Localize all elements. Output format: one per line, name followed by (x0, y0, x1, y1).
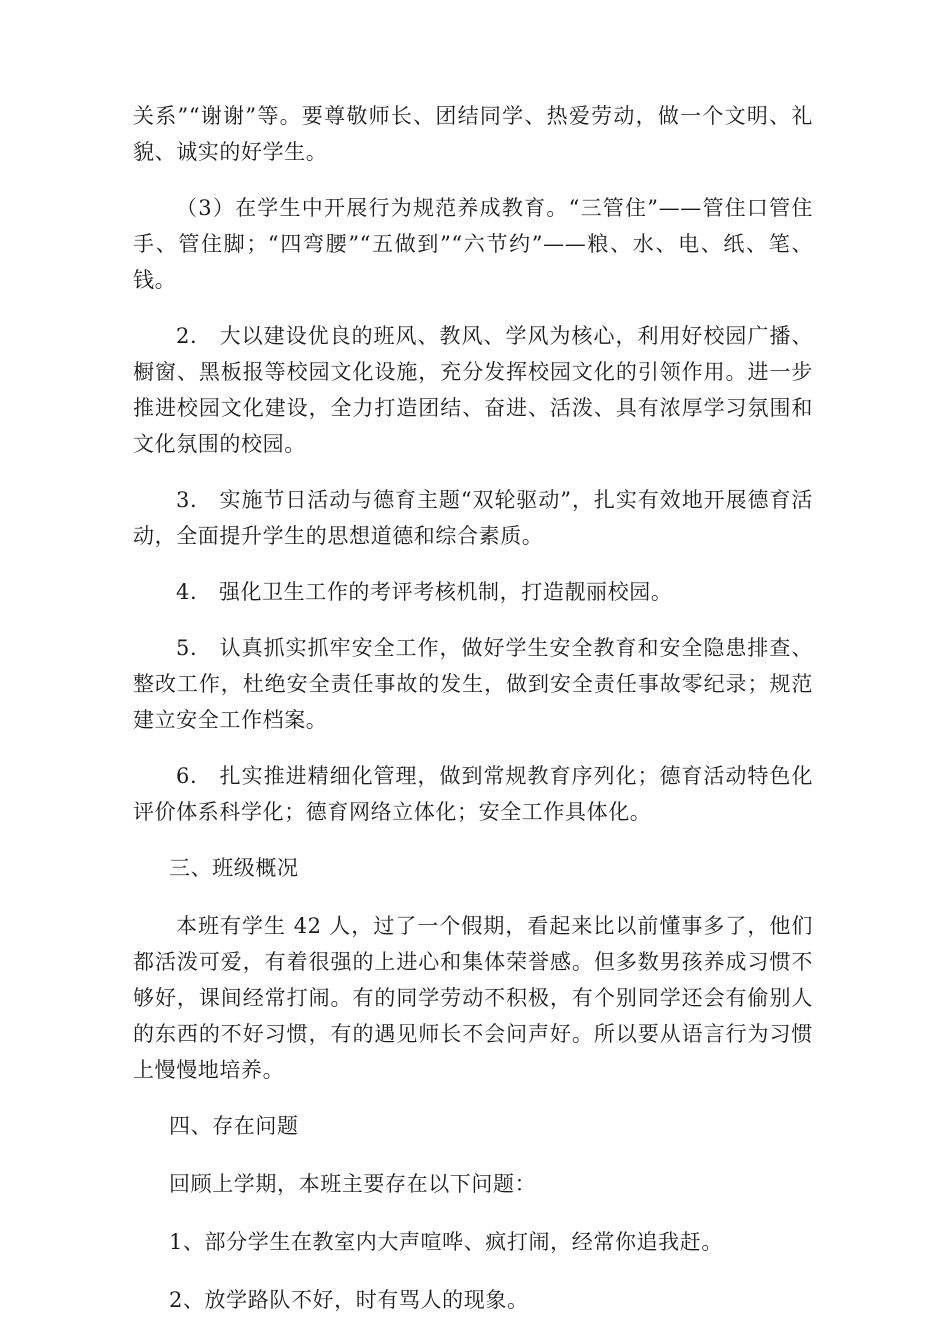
list-item-problem-2: 2、放学路队不好，时有骂人的现象。 (169, 1288, 529, 1312)
paragraph-continuation: 关系”“谢谢”等。要尊敬师长、团结同学、热爱劳动，做一个文明、礼貌、诚实的好学生。 (133, 104, 813, 164)
paragraph-item-4: 4. 强化卫生工作的考评考核机制，打造靓丽校园。 (176, 580, 673, 604)
paragraph-class-overview: 本班有学生 42 人，过了一个假期，看起来比以前懂事多了，他们都活泼可爱，有着很强的上进心和集体荣誉感。但多数男孩养成习惯不够好，课间经常打闹。有的同学劳动不积极，有个别同学还会有偷别人的东西的不好习惯，有的遇见师长不会问声好。所以要从语言行为习惯上慢慢地培养。 (133, 914, 813, 1082)
section-heading-class-overview: 三、班级概况 (169, 856, 299, 880)
paragraph-item-6: 6. 扎实推进精细化管理，做到常规教育序列化；德育活动特色化评价体系科学化；德育网络立体化；安全工作具体化。 (133, 764, 813, 824)
list-item-problem-1: 1、部分学生在教室内大声喧哗、疯打闹，经常你追我赶。 (169, 1230, 723, 1254)
paragraph-review: 回顾上学期，本班主要存在以下问题： (169, 1172, 537, 1196)
paragraph-item-3: 3. 实施节日活动与德育主题“双轮驱动”，扎实有效地开展德育活动，全面提升学生的思想道德和综合素质。 (133, 488, 813, 548)
document-page (133, 98, 813, 1340)
paragraph-item-5: 5. 认真抓实抓牢安全工作，做好学生安全教育和安全隐患排查、整改工作，杜绝安全责任事故的发生，做到安全责任事故零纪录；规范建立安全工作档案。 (133, 636, 813, 732)
section-heading-problems: 四、存在问题 (169, 1114, 299, 1138)
paragraph-item-2: 2. 大以建设优良的班风、教风、学风为核心，利用好校园广播、橱窗、黑板报等校园文化设施，充分发挥校园文化的引领作用。进一步推进校园文化建设，全力打造团结、奋进、活泼、具有浓厚学习氛围和文化氛围的校园。 (133, 324, 813, 456)
paragraph-behavior-education: （3）在学生中开展行为规范养成教育。“三管住”——管住口管住手、管住脚；“四弯腰”“五做到”“六节约”——粮、水、电、纸、笔、钱。 (133, 196, 813, 292)
